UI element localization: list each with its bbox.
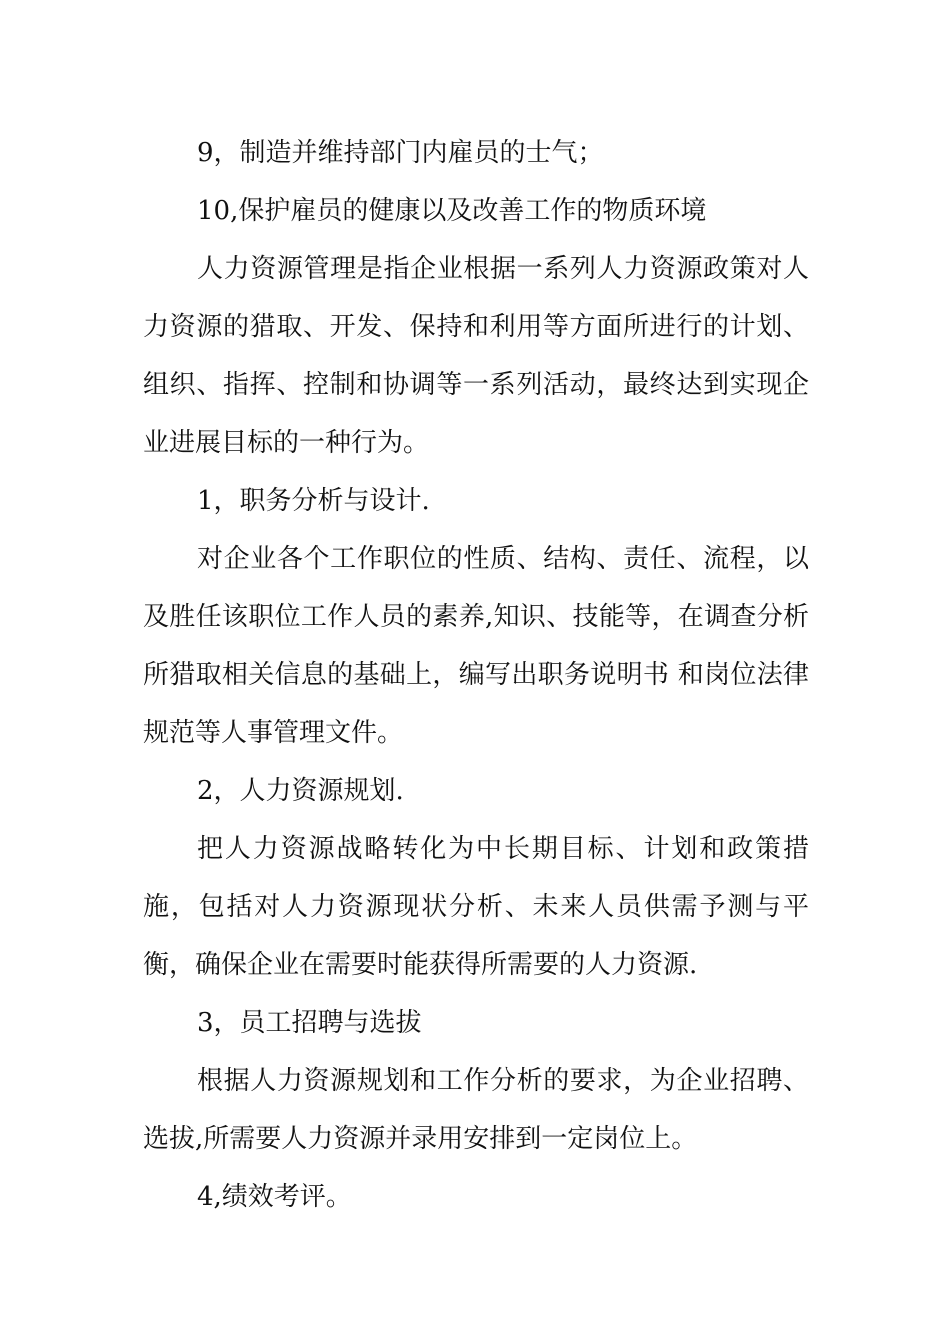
heading-hr-planning: 2，人力资源规划. <box>197 776 404 806</box>
document-body <box>143 124 809 1226</box>
hr-planning-paragraph: 把人力资源战略转化为中长期目标、计划和政策措施，包括对人力资源现状分析、未来人员供需予测与平衡，确保企业在需要时能获得所需要的人力资源. <box>143 834 809 980</box>
job-analysis-paragraph: 对企业各个工作职位的性质、结构、责任、流程，以及胜任该职位工作人员的素养,知识、技能等，在调查分析所猎取相关信息的基础上，编写出职务说明书 和岗位法律规范等人事管理文件。 <box>143 544 809 748</box>
recruitment-selection-paragraph: 根据人力资源规划和工作分析的要求，为企业招聘、选拔,所需要人力资源并录用安排到一定岗位上。 <box>143 1066 809 1154</box>
list-item-9-morale: 9，制造并维持部门内雇员的士气； <box>197 138 604 168</box>
heading-performance-appraisal: 4,绩效考评。 <box>197 1182 352 1212</box>
heading-recruitment-selection: 3，员工招聘与选拔 <box>197 1008 422 1038</box>
list-item-10-health-environment: 10,保护雇员的健康以及改善工作的物质环境 <box>197 196 707 226</box>
heading-job-analysis: 1，职务分析与设计. <box>197 486 430 516</box>
hrm-definition-paragraph: 人力资源管理是指企业根据一系列人力资源政策对人力资源的猎取、开发、保持和利用等方面所进行的计划、组织、指挥、控制和协调等一系列活动，最终达到实现企业进展目标的一种行为。 <box>143 254 809 458</box>
